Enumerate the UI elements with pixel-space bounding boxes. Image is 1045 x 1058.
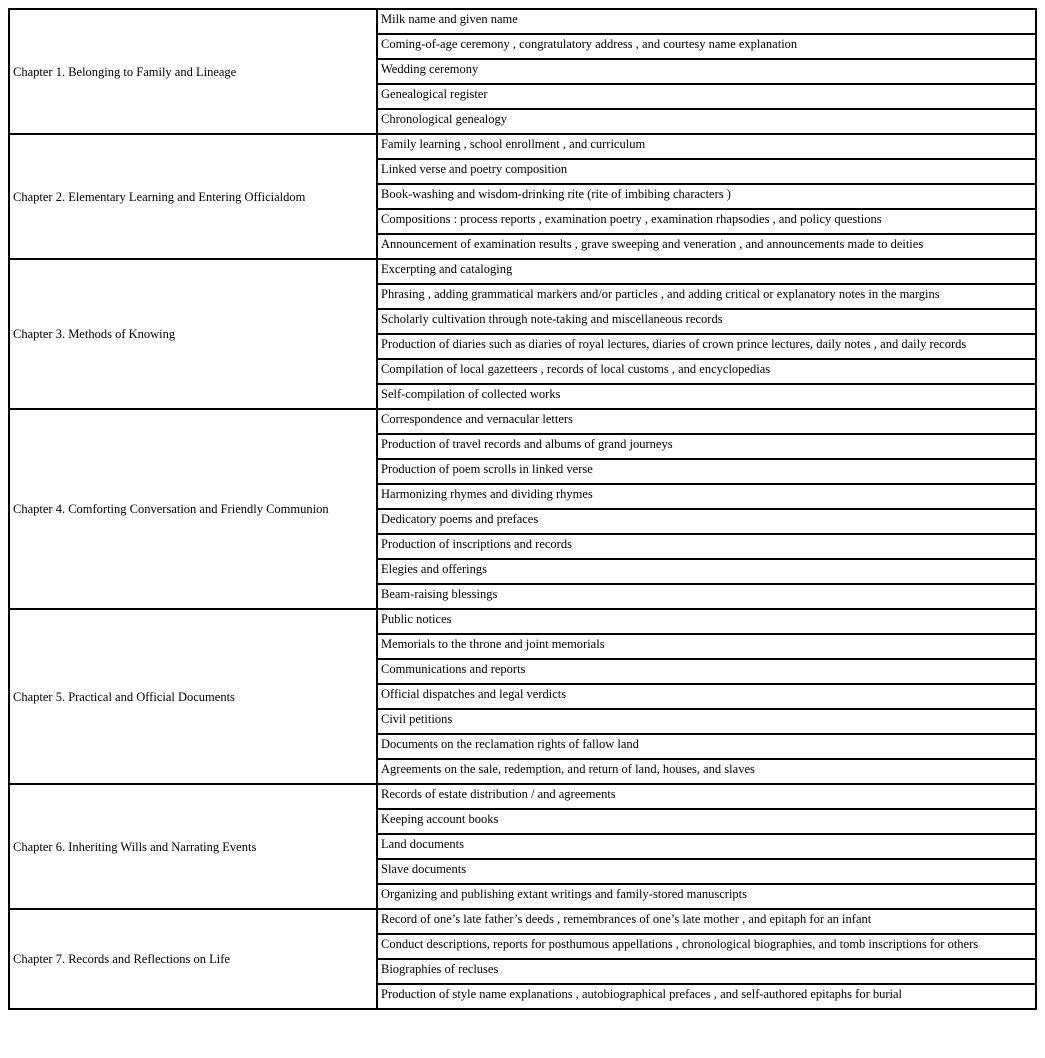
section-cell: Announcement of examination results , grave sweeping and veneration , and announcements made to deities bbox=[377, 234, 1036, 259]
section-cell: Dedicatory poems and prefaces bbox=[377, 509, 1036, 534]
section-cell: Production of poem scrolls in linked verse bbox=[377, 459, 1036, 484]
section-cell: Chronological genealogy bbox=[377, 109, 1036, 134]
section-cell: Milk name and given name bbox=[377, 9, 1036, 34]
section-cell: Book-washing and wisdom-drinking rite (rite of imbibing characters ) bbox=[377, 184, 1036, 209]
section-cell: Compositions : process reports , examination poetry , examination rhapsodies , and policy questions bbox=[377, 209, 1036, 234]
section-cell: Elegies and offerings bbox=[377, 559, 1036, 584]
section-cell: Wedding ceremony bbox=[377, 59, 1036, 84]
section-cell: Phrasing , adding grammatical markers and/or particles , and adding critical or explanatory notes in the margins bbox=[377, 284, 1036, 309]
section-cell: Memorials to the throne and joint memorials bbox=[377, 634, 1036, 659]
section-cell: Civil petitions bbox=[377, 709, 1036, 734]
section-cell: Scholarly cultivation through note-taking and miscellaneous records bbox=[377, 309, 1036, 334]
chapter-contents-table bbox=[8, 8, 1037, 1010]
section-cell: Excerpting and cataloging bbox=[377, 259, 1036, 284]
section-cell: Compilation of local gazetteers , records of local customs , and encyclopedias bbox=[377, 359, 1036, 384]
section-cell: Beam-raising blessings bbox=[377, 584, 1036, 609]
section-cell: Biographies of recluses bbox=[377, 959, 1036, 984]
section-cell: Production of diaries such as diaries of royal lectures, diaries of crown prince lectures, daily notes , and daily records bbox=[377, 334, 1036, 359]
section-cell: Documents on the reclamation rights of fallow land bbox=[377, 734, 1036, 759]
section-cell: Official dispatches and legal verdicts bbox=[377, 684, 1036, 709]
chapter-title-cell: Chapter 6. Inheriting Wills and Narrating Events bbox=[9, 784, 377, 909]
section-cell: Linked verse and poetry composition bbox=[377, 159, 1036, 184]
section-cell: Self-compilation of collected works bbox=[377, 384, 1036, 409]
section-cell: Genealogical register bbox=[377, 84, 1036, 109]
section-cell: Production of style name explanations , autobiographical prefaces , and self-authored epitaphs for burial bbox=[377, 984, 1036, 1009]
table-row bbox=[9, 784, 1036, 809]
section-cell: Record of one’s late father’s deeds , remembrances of one’s late mother , and epitaph for an infant bbox=[377, 909, 1036, 934]
table-row bbox=[9, 409, 1036, 434]
section-cell: Public notices bbox=[377, 609, 1036, 634]
section-cell: Slave documents bbox=[377, 859, 1036, 884]
table-row bbox=[9, 609, 1036, 634]
section-cell: Keeping account books bbox=[377, 809, 1036, 834]
section-cell: Harmonizing rhymes and dividing rhymes bbox=[377, 484, 1036, 509]
section-cell: Family learning , school enrollment , and curriculum bbox=[377, 134, 1036, 159]
table-row bbox=[9, 9, 1036, 34]
table-body bbox=[9, 9, 1036, 1009]
chapter-title-cell: Chapter 7. Records and Reflections on Life bbox=[9, 909, 377, 1009]
table-row bbox=[9, 259, 1036, 284]
section-cell: Conduct descriptions, reports for posthumous appellations , chronological biographies, and tomb inscriptions for others bbox=[377, 934, 1036, 959]
section-cell: Communications and reports bbox=[377, 659, 1036, 684]
section-cell: Production of inscriptions and records bbox=[377, 534, 1036, 559]
section-cell: Coming-of-age ceremony , congratulatory address , and courtesy name explanation bbox=[377, 34, 1036, 59]
section-cell: Agreements on the sale, redemption, and return of land, houses, and slaves bbox=[377, 759, 1036, 784]
section-cell: Organizing and publishing extant writings and family-stored manuscripts bbox=[377, 884, 1036, 909]
chapter-title-cell: Chapter 5. Practical and Official Documents bbox=[9, 609, 377, 784]
section-cell: Production of travel records and albums of grand journeys bbox=[377, 434, 1036, 459]
chapter-title-cell: Chapter 1. Belonging to Family and Lineage bbox=[9, 9, 377, 134]
section-cell: Records of estate distribution / and agreements bbox=[377, 784, 1036, 809]
chapter-title-cell: Chapter 2. Elementary Learning and Entering Officialdom bbox=[9, 134, 377, 259]
table-row bbox=[9, 134, 1036, 159]
table-row bbox=[9, 909, 1036, 934]
section-cell: Correspondence and vernacular letters bbox=[377, 409, 1036, 434]
section-cell: Land documents bbox=[377, 834, 1036, 859]
chapter-title-cell: Chapter 4. Comforting Conversation and Friendly Communion bbox=[9, 409, 377, 609]
chapter-title-cell: Chapter 3. Methods of Knowing bbox=[9, 259, 377, 409]
